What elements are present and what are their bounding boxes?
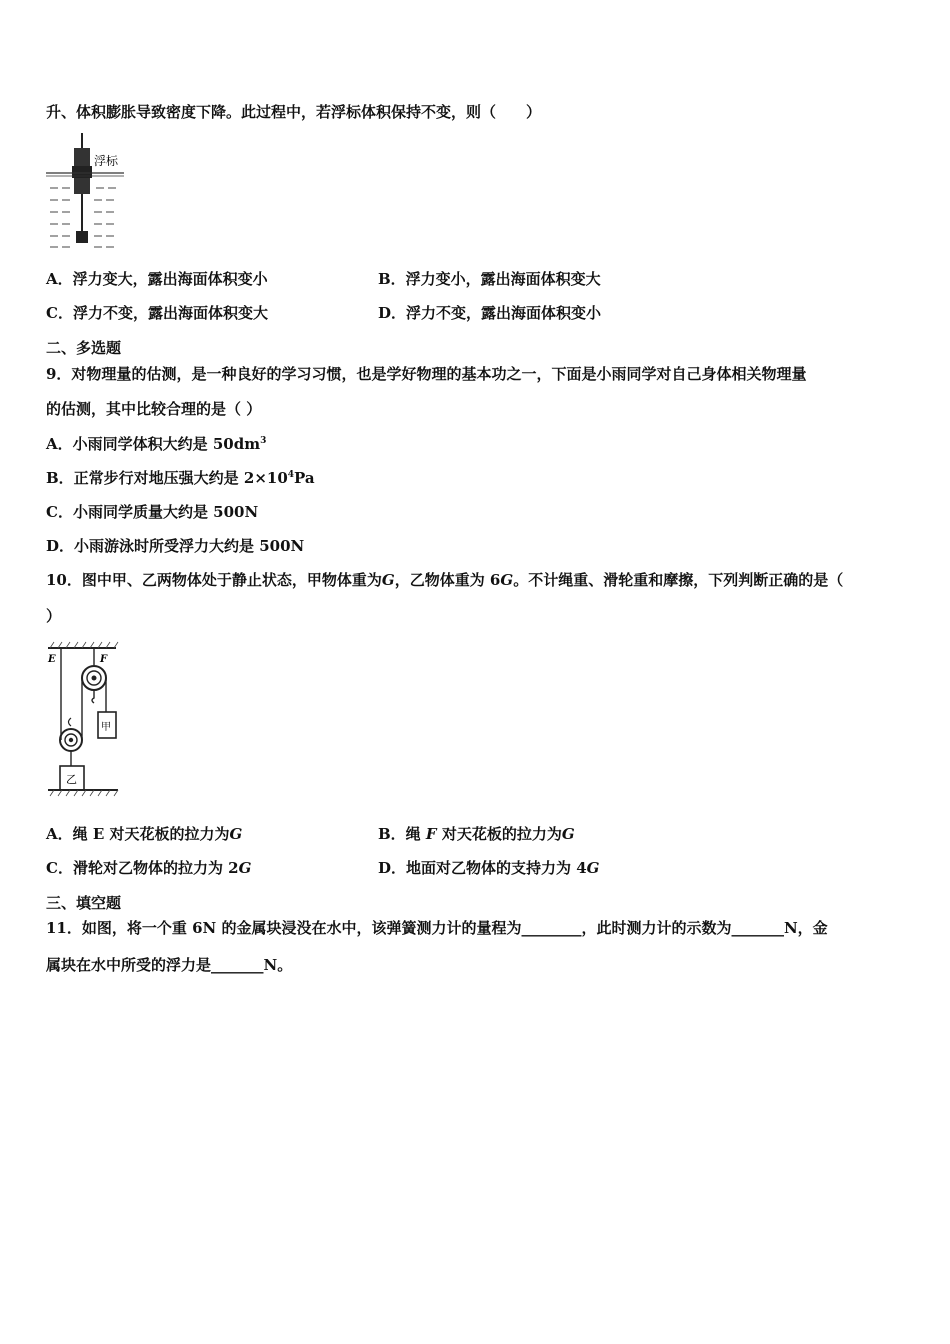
section-title-fill-in: 三、填空题	[46, 894, 122, 912]
q9-stem-line2: 的估测，其中比较合理的是（ ）	[46, 400, 262, 418]
q8-option-a: A．浮力变大，露出海面体积变小	[46, 270, 268, 288]
label-yi: 乙	[66, 773, 77, 786]
q10-stem-line1: 10．图中甲、乙两物体处于静止状态，甲物体重为G，乙物体重为 6G。不计绳重、滑轮重和摩擦，下列判断正确的是（	[46, 571, 844, 589]
q10-option-c: C．滑轮对乙物体的拉力为 2G	[46, 859, 252, 877]
label-jia: 甲	[101, 722, 111, 733]
label-f: F	[100, 654, 108, 665]
label-e: E	[48, 654, 56, 665]
q11-stem-line2: 属块在水中所受的浮力是_______N。	[46, 956, 293, 974]
q8-option-b: B．浮力变小，露出海面体积变大	[378, 270, 601, 288]
q9-option-a: A．小雨同学体积大约是 $50dm^3$	[46, 435, 267, 453]
q10-option-b: B．绳 F 对天花板的拉力为G	[378, 825, 575, 843]
q9-option-b: B．正常步行对地压强大约是 $2\times 10^4Pa$	[46, 469, 315, 487]
q10-option-a: A．绳 E 对天花板的拉力为G	[46, 825, 243, 843]
q11-stem-line1: 11．如图，将一个重 6N 的金属块浸没在水中，该弹簧测力计的量程为________，此时测力计的示数为_______N，金	[46, 919, 828, 937]
q9-stem-line1: 9．对物理量的估测，是一种良好的学习习惯，也是学好物理的基本功之一，下面是小雨同学对自己身体相关物理量	[46, 365, 807, 383]
buoy-label: 浮标	[94, 154, 119, 168]
q10-stem-line2: ）	[46, 607, 62, 625]
q8-option-c: C．浮力不变，露出海面体积变大	[46, 304, 268, 322]
q9-option-d: D．小雨游泳时所受浮力大约是 500N	[46, 537, 305, 555]
q9-option-c: C．小雨同学质量大约是 500N	[46, 503, 259, 521]
section-title-multiple-choice: 二、多选题	[46, 339, 122, 357]
q8-option-d: D．浮力不变，露出海面体积变小	[378, 304, 602, 322]
q10-option-d: D．地面对乙物体的支持力为 4G	[378, 859, 600, 877]
pulley-figure	[44, 640, 124, 800]
q8-stem: 升、体积膨胀导致密度下降。此过程中，若浮标体积保持不变，则（ ）	[46, 103, 542, 121]
buoy-figure	[44, 133, 128, 253]
